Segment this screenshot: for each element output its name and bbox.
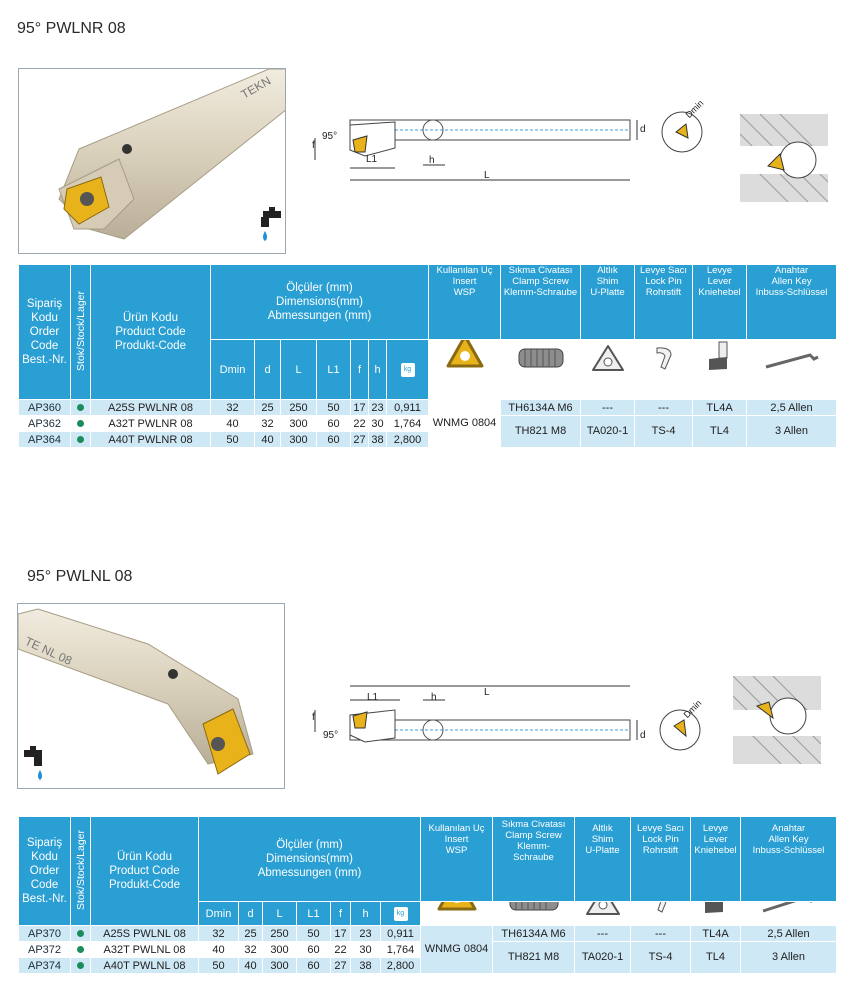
- tool-photo-pwlnl: [17, 603, 285, 789]
- h-cell: 30: [351, 942, 381, 958]
- L-cell: 300: [263, 958, 297, 974]
- weight-cell: 0,911: [387, 400, 429, 416]
- product-code-cell: A25S PWLNL 08: [91, 926, 199, 942]
- col-f: f: [351, 340, 369, 400]
- bore-section-detail: [733, 676, 821, 764]
- stock-dot: [71, 926, 91, 942]
- lock-pin-cell: ---: [635, 400, 693, 416]
- dmin-cell: 40: [211, 416, 255, 432]
- weight-icon: kg: [381, 902, 421, 926]
- L1-cell: 60: [297, 942, 331, 958]
- drawing-f-label: f: [312, 140, 315, 151]
- h-cell: 38: [369, 432, 387, 448]
- drawing-L-label: L: [484, 170, 490, 181]
- allen-key-cell: 2,5 Allen: [741, 926, 837, 942]
- allen-key-cell: 3 Allen: [741, 942, 837, 974]
- L1-cell: 60: [317, 416, 351, 432]
- header-lock-pin: Levye Sacı Lock Pin Rohrstift: [635, 265, 693, 340]
- dmin-cell: 32: [199, 926, 239, 942]
- technical-drawing-pwlnr: [305, 100, 645, 190]
- col-L: L: [263, 902, 297, 926]
- header-lever: Levye Lever Kniehebel: [693, 265, 747, 340]
- col-f: f: [331, 902, 351, 926]
- product-code-cell: A40T PWLNR 08: [91, 432, 211, 448]
- lock-pin-cell: ---: [631, 926, 691, 942]
- coolant-icon: [20, 746, 46, 786]
- d-cell: 40: [239, 958, 263, 974]
- L1-cell: 60: [297, 958, 331, 974]
- drawing-angle-label: 95°: [323, 730, 339, 741]
- header-shim: Altlık Shim U-Platte: [581, 265, 635, 340]
- weight-cell: 2,800: [387, 432, 429, 448]
- drawing-L-label: L: [484, 687, 490, 698]
- insert-image: [429, 340, 501, 400]
- col-L: L: [281, 340, 317, 400]
- header-product-code: Ürün Kodu Product Code Produkt-Code: [91, 817, 199, 926]
- header-insert: Kullanılan Uç Insert WSP: [421, 817, 493, 902]
- stock-dot: [71, 416, 91, 432]
- order-code-cell: AP374: [19, 958, 71, 974]
- header-lock-pin: Levye Sacı Lock Pin Rohrstift: [631, 817, 691, 902]
- drawing-angle-label: 95°: [322, 131, 338, 142]
- insert-value-cell: WNMG 0804: [429, 400, 501, 448]
- clamp-screw-cell: TH6134A M6: [501, 400, 581, 416]
- insert-dmin-detail: [660, 98, 710, 154]
- allen-key-cell: 3 Allen: [747, 416, 837, 448]
- L1-cell: 60: [317, 432, 351, 448]
- L-cell: 250: [281, 400, 317, 416]
- f-cell: 17: [351, 400, 369, 416]
- L-cell: 300: [281, 416, 317, 432]
- stock-dot: [71, 432, 91, 448]
- drawing-l1-label: L1: [367, 692, 379, 703]
- h-cell: 38: [351, 958, 381, 974]
- clamp-screw-cell: TH6134A M6: [493, 926, 575, 942]
- f-cell: 27: [351, 432, 369, 448]
- insert-value-cell: WNMG 0804: [421, 926, 493, 974]
- coolant-icon: [259, 207, 285, 247]
- spec-table-pwlnl: [18, 816, 837, 974]
- weight-icon: kg: [387, 340, 429, 400]
- header-shim: Altlık Shim U-Platte: [575, 817, 631, 902]
- section-title-pwlnl: 95° PWLNL 08: [27, 568, 133, 585]
- col-dmin: Dmin: [211, 340, 255, 400]
- shim-cell: ---: [575, 926, 631, 942]
- col-h: h: [369, 340, 387, 400]
- L-cell: 300: [263, 942, 297, 958]
- d-cell: 32: [239, 942, 263, 958]
- tool-photo-pwlnr: [18, 68, 286, 254]
- shim-image: [581, 340, 635, 400]
- svg-text:TEKN: TEKN: [238, 73, 274, 102]
- header-product-code: Ürün Kodu Product Code Produkt-Code: [91, 265, 211, 400]
- insert-dmin-detail: [658, 700, 710, 752]
- stock-dot: [71, 958, 91, 974]
- dmin-cell: 50: [211, 432, 255, 448]
- d-cell: 25: [255, 400, 281, 416]
- lever-cell: TL4A: [693, 400, 747, 416]
- allen-key-cell: 2,5 Allen: [747, 400, 837, 416]
- header-clamp-screw: Sıkma Civatası Clamp Screw Klemm-Schraube: [501, 265, 581, 340]
- header-allen-key: Anahtar Allen Key Inbuss-Schlüssel: [747, 265, 837, 340]
- shim-cell: TA020-1: [581, 416, 635, 448]
- shim-cell: ---: [581, 400, 635, 416]
- lever-cell: TL4A: [691, 926, 741, 942]
- header-dimensions: Ölçüler (mm) Dimensions(mm) Abmessungen (mm): [199, 817, 421, 902]
- allen-key-image: [741, 902, 837, 926]
- product-code-cell: A40T PWLNL 08: [91, 958, 199, 974]
- col-d: d: [239, 902, 263, 926]
- lock-pin-image: [635, 340, 693, 400]
- d-cell: 32: [255, 416, 281, 432]
- lock-pin-cell: TS-4: [635, 416, 693, 448]
- header-clamp-screw: Sıkma Civatası Clamp Screw Klemm- Schraube: [493, 817, 575, 902]
- drawing-h-label: h: [431, 692, 437, 703]
- lock-pin-image: [631, 902, 691, 926]
- header-dimensions: Ölçüler (mm) Dimensions(mm) Abmessungen (mm): [211, 265, 429, 340]
- lever-image: [693, 340, 747, 400]
- shim-image: [575, 902, 631, 926]
- L1-cell: 50: [317, 400, 351, 416]
- h-cell: 23: [369, 400, 387, 416]
- stock-dot: [71, 942, 91, 958]
- weight-cell: 2,800: [381, 958, 421, 974]
- header-stock: Stok/Stock/Lager: [71, 817, 91, 926]
- col-L1: L1: [297, 902, 331, 926]
- f-cell: 27: [331, 958, 351, 974]
- dmin-label: Dmin: [681, 698, 704, 720]
- clamp-screw-cell: TH821 M8: [493, 942, 575, 974]
- L1-cell: 50: [297, 926, 331, 942]
- header-insert: Kullanılan Uç Insert WSP: [429, 265, 501, 340]
- drawing-d-label: d: [640, 730, 646, 741]
- allen-key-image: [747, 340, 837, 400]
- col-dmin: Dmin: [199, 902, 239, 926]
- d-cell: 40: [255, 432, 281, 448]
- lever-cell: TL4: [691, 942, 741, 974]
- dmin-label: Dmin: [683, 98, 706, 120]
- dmin-cell: 32: [211, 400, 255, 416]
- clamp-screw-cell: TH821 M8: [501, 416, 581, 448]
- weight-cell: 1,764: [381, 942, 421, 958]
- drawing-h-label: h: [429, 155, 435, 166]
- order-code-cell: AP360: [19, 400, 71, 416]
- order-code-cell: AP362: [19, 416, 71, 432]
- order-code-cell: AP370: [19, 926, 71, 942]
- header-allen-key: Anahtar Allen Key Inbuss-Schlüssel: [741, 817, 837, 902]
- dmin-cell: 50: [199, 958, 239, 974]
- lock-pin-cell: TS-4: [631, 942, 691, 974]
- weight-cell: 0,911: [381, 926, 421, 942]
- order-code-cell: AP372: [19, 942, 71, 958]
- bore-section-detail: [740, 114, 828, 202]
- col-h: h: [351, 902, 381, 926]
- f-cell: 17: [331, 926, 351, 942]
- lever-cell: TL4: [693, 416, 747, 448]
- order-code-cell: AP364: [19, 432, 71, 448]
- lever-image: [691, 902, 741, 926]
- section-title-pwlnr: 95° PWLNR 08: [17, 20, 126, 37]
- product-code-cell: A32T PWLNL 08: [91, 942, 199, 958]
- weight-cell: 1,764: [387, 416, 429, 432]
- drawing-f-label: f: [312, 712, 315, 723]
- col-d: d: [255, 340, 281, 400]
- d-cell: 25: [239, 926, 263, 942]
- drawing-d-label: d: [640, 124, 646, 135]
- clamp-screw-image: [493, 902, 575, 926]
- insert-image: [421, 902, 493, 926]
- dmin-cell: 40: [199, 942, 239, 958]
- clamp-screw-image: [501, 340, 581, 400]
- L-cell: 300: [281, 432, 317, 448]
- f-cell: 22: [351, 416, 369, 432]
- drawing-l1-label: L1: [366, 154, 378, 165]
- technical-drawing-pwlnl: [305, 680, 645, 770]
- header-order-code: Sipariş Kodu Order Code Best.-Nr.: [19, 265, 71, 400]
- product-code-cell: A32T PWLNR 08: [91, 416, 211, 432]
- col-L1: L1: [317, 340, 351, 400]
- header-lever: Levye Lever Kniehebel: [691, 817, 741, 902]
- h-cell: 30: [369, 416, 387, 432]
- svg-text:TE NL 08: TE NL 08: [22, 634, 75, 668]
- f-cell: 22: [331, 942, 351, 958]
- L-cell: 250: [263, 926, 297, 942]
- product-code-cell: A25S PWLNR 08: [91, 400, 211, 416]
- spec-table-pwlnr: [18, 264, 837, 448]
- shim-cell: TA020-1: [575, 942, 631, 974]
- h-cell: 23: [351, 926, 381, 942]
- stock-dot: [71, 400, 91, 416]
- header-stock: Stok/Stock/Lager: [71, 265, 91, 400]
- header-order-code: Sipariş Kodu Order Code Best.-Nr.: [19, 817, 71, 926]
